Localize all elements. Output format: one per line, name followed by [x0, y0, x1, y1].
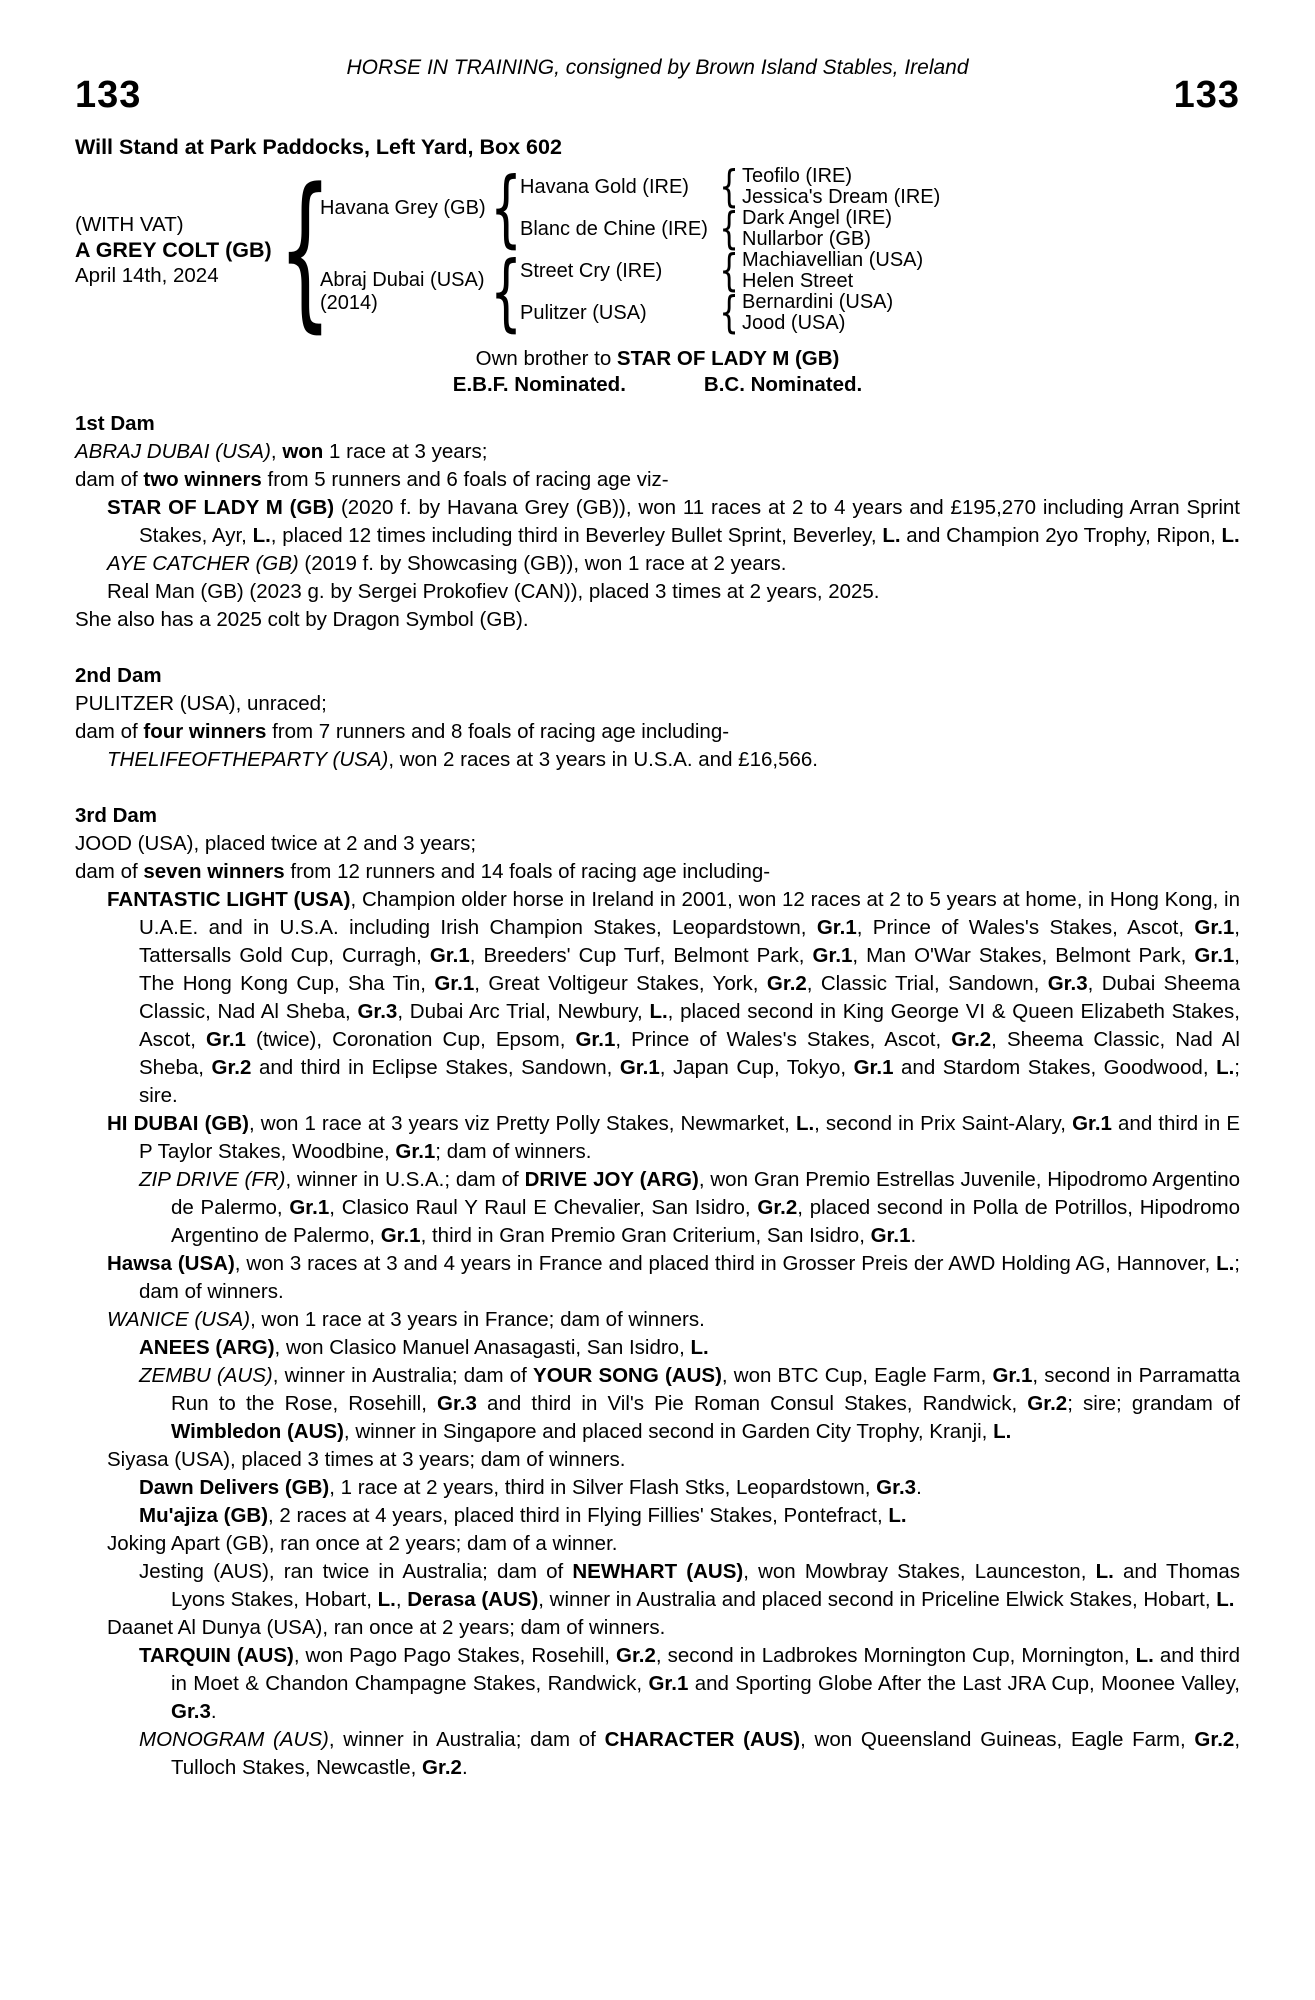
pedigree-paragraph: dam of two winners from 5 runners and 6 foals of racing age viz-: [75, 468, 669, 491]
great-grandparents: [742, 292, 893, 334]
pedigree-paragraph: Daanet Al Dunya (USA), ran once at 2 years; dam of winners.: [107, 1616, 666, 1639]
grandsire-group: [520, 245, 924, 296]
own-brother-line: [75, 346, 1240, 372]
sire-parents-column: [520, 161, 941, 254]
pedigree-paragraph: dam of four winners from 7 runners and 8 foals of racing age including-: [75, 720, 730, 743]
great-grandparent-name: Jessica's Dream (IRE): [742, 186, 941, 208]
grandparent-name: Pulitzer (USA): [520, 301, 647, 324]
pedigree-paragraph: Dawn Delivers (GB), 1 race at 2 years, third in Silver Flash Stks, Leopardstown, Gr.3.: [139, 1476, 922, 1499]
lot-info: [75, 212, 290, 288]
pedigree-paragraph: Mu'ajiza (GB), 2 races at 4 years, placed third in Flying Fillies' Stakes, Pontefract, L.: [139, 1504, 907, 1527]
dam-name-line2: (2014): [320, 292, 378, 314]
brace-icon: {: [489, 243, 523, 341]
own-brother-prefix: Own brother to: [475, 347, 617, 370]
consignor-line: HORSE IN TRAINING, consigned by Brown Island Stables, Ireland: [346, 56, 969, 79]
pedigree-paragraph: FANTASTIC LIGHT (USA), Champion older horse in Ireland in 2001, won 12 races at 2 to 5 years at home, in Hong Kong, in U.A.E. and in U.S.A. including Irish Champion Stakes, Leopardstown, Gr.1, Prince of Wales's Stakes, Ascot, Gr.1, Tattersalls Gold Cup, Curragh, Gr.1, Breeders' Cup Turf, Belmont Park, Gr.1, Man O'War Stakes, Belmont Park, Gr.1, The Hong Kong Cup, Sha Tin, Gr.1, Great Voltigeur Stakes, York, Gr.2, Classic Trial, Sandown, Gr.3, Dubai Sheema Classic, Nad Al Sheba, Gr.3, Dubai Arc Trial, Newbury, L., placed second in King George VI & Queen Elizabeth Stakes, Ascot, Gr.1 (twice), Coronation Cup, Epsom, Gr.1, Prince of Wales's Stakes, Ascot, Gr.2, Sheema Classic, Nad Al Sheba, Gr.2 and third in Eclipse Stakes, Sandown, Gr.1, Japan Cup, Tokyo, Gr.1 and Stardom Stakes, Goodwood, L.; sire.: [107, 888, 1240, 1107]
horse-name: A GREY COLT (GB): [75, 238, 272, 262]
bc-nominated: B.C. Nominated.: [703, 373, 863, 396]
brace-icon: {: [719, 245, 739, 296]
dam-heading: 3rd Dam: [75, 804, 158, 827]
own-brother-name: STAR OF LADY M (GB): [616, 347, 840, 370]
dam-parents-column: [520, 245, 924, 338]
granddam-group: [520, 287, 923, 338]
pedigree-paragraph: Siyasa (USA), placed 3 times at 3 years; dam of winners.: [107, 1448, 626, 1471]
pedigree-paragraph: TARQUIN (AUS), won Pago Pago Stakes, Rosehill, Gr.2, second in Ladbrokes Mornington Cup, Mornington, L. and third in Moet & Chandon Champagne Stakes, Randwick, Gr.1 and Sporting Globe After the Last JRA Cup, Moonee Valley, Gr.3.: [139, 1644, 1241, 1723]
pedigree-paragraph: MONOGRAM (AUS), winner in Australia; dam of CHARACTER (AUS), won Queensland Guineas, Eagle Farm, Gr.2, Tulloch Stakes, Newcastle, Gr.2.: [139, 1728, 1241, 1779]
stand-location-line: Will Stand at Park Paddocks, Left Yard, Box 602: [75, 135, 562, 159]
great-grandparent-name: Bernardini (USA): [742, 291, 894, 313]
sire-cell: [320, 197, 492, 220]
generation-1-column: [320, 159, 941, 341]
lot-number-row: [75, 74, 1240, 126]
great-grandparents: [742, 166, 940, 208]
brace-icon: {: [719, 161, 739, 212]
pedigree-paragraph: dam of seven winners from 12 runners and 14 foals of racing age including-: [75, 860, 771, 883]
great-grandparents: [742, 208, 892, 250]
great-grandparent-name: Helen Street: [742, 270, 854, 292]
nomination-line: [75, 372, 1240, 398]
dam-group: [320, 243, 940, 341]
great-grandparent-name: Teofilo (IRE): [742, 165, 853, 187]
pedigree-paragraph: AYE CATCHER (GB) (2019 f. by Showcasing (GB)), won 1 race at 2 years.: [107, 552, 787, 575]
pedigree-paragraph: ABRAJ DUBAI (USA), won 1 race at 3 years;: [75, 440, 488, 463]
dam-cell: [320, 269, 492, 315]
dam-section: [75, 410, 1240, 634]
dam-name: Abraj Dubai (USA): [320, 269, 485, 291]
vat-note: (WITH VAT): [75, 213, 184, 236]
pedigree-paragraph: PULITZER (USA), unraced;: [75, 692, 327, 715]
dam-section: [75, 662, 1240, 774]
great-grandparents: [742, 250, 923, 292]
ebf-nominated: E.B.F. Nominated.: [452, 373, 626, 396]
brace-icon: {: [278, 152, 332, 348]
grandparent-name: Street Cry (IRE): [520, 259, 663, 282]
pedigree-paragraph: WANICE (USA), won 1 race at 3 years in France; dam of winners.: [107, 1308, 705, 1331]
great-grandparent-name: Dark Angel (IRE): [742, 207, 893, 229]
pedigree-paragraph: ZIP DRIVE (FR), winner in U.S.A.; dam of DRIVE JOY (ARG), won Gran Premio Estrellas Juvenile, Hipodromo Argentino de Palermo, Gr.1, Clasico Raul Y Raul E Chevalier, San Isidro, Gr.2, placed second in Polla de Potrillos, Hipodromo Argentino de Palermo, Gr.1, third in Gran Premio Gran Criterium, San Isidro, Gr.1.: [139, 1168, 1241, 1247]
page-header: [75, 56, 1240, 160]
great-grandparent-name: Nullarbor (GB): [742, 228, 871, 250]
dam-heading: 2nd Dam: [75, 664, 162, 687]
pedigree-paragraph: JOOD (USA), placed twice at 2 and 3 years;: [75, 832, 477, 855]
grandsire-group: [520, 161, 941, 212]
pedigree-paragraph: ANEES (ARG), won Clasico Manuel Anasagasti, San Isidro, L.: [139, 1336, 709, 1359]
lot-number-right: 133: [1173, 74, 1240, 116]
pedigree-paragraph: THELIFEOFTHEPARTY (USA), won 2 races at 3 years in U.S.A. and £16,566.: [107, 748, 818, 771]
catalogue-text: [75, 410, 1240, 1782]
granddam-group: [520, 203, 940, 254]
pedigree-paragraph: Jesting (AUS), ran twice in Australia; dam of NEWHART (AUS), won Mowbray Stakes, Launceston, L. and Thomas Lyons Stakes, Hobart, L., Derasa (AUS), winner in Australia and placed second in Priceline Elwick Stakes, Hobart, L.: [139, 1560, 1240, 1611]
dam-heading: 1st Dam: [75, 412, 155, 435]
pedigree-chart: [75, 152, 1240, 348]
brace-icon: {: [489, 159, 523, 257]
sire-name: Havana Grey (GB): [320, 196, 486, 219]
pedigree-paragraph: Real Man (GB) (2023 g. by Sergei Prokofiev (CAN)), placed 3 times at 2 years, 2025.: [107, 580, 880, 603]
pedigree-paragraph: ZEMBU (AUS), winner in Australia; dam of YOUR SONG (AUS), won BTC Cup, Eagle Farm, Gr.1, second in Parramatta Run to the Rose, Rosehill, Gr.3 and third in Vil's Pie Roman Consul Stakes, Randwick, Gr.2; sire; grandam of Wimbledon (AUS), winner in Singapore and placed second in Garden City Trophy, Kranji, L.: [139, 1364, 1241, 1443]
pedigree-paragraph: HI DUBAI (GB), won 1 race at 3 years viz Pretty Polly Stakes, Newmarket, L., second in Prix Saint-Alary, Gr.1 and third in E P Taylor Stakes, Woodbine, Gr.1; dam of winners.: [107, 1112, 1240, 1163]
dam-section: [75, 802, 1240, 1782]
grandparent-name: Havana Gold (IRE): [520, 175, 689, 198]
pedigree-paragraph: Joking Apart (GB), ran once at 2 years; dam of a winner.: [107, 1532, 618, 1555]
brace-icon: {: [719, 287, 739, 338]
grandparent-name: Blanc de Chine (IRE): [520, 217, 708, 240]
pedigree-paragraph: STAR OF LADY M (GB) (2020 f. by Havana Grey (GB)), won 11 races at 2 to 4 years and £195,270 including Arran Sprint Stakes, Ayr, L., placed 12 times including third in Beverley Bullet Sprint, Beverley, L. and Champion 2yo Trophy, Ripon, L.: [107, 496, 1240, 547]
foal-date: April 14th, 2024: [75, 264, 219, 287]
pedigree-paragraph: Hawsa (USA), won 3 races at 3 and 4 years in France and placed third in Grosser Preis der AWD Holding AG, Hannover, L.; dam of winners.: [107, 1252, 1240, 1303]
lot-number-left: 133: [75, 74, 142, 116]
great-grandparent-name: Machiavellian (USA): [742, 249, 924, 271]
pedigree-paragraph: She also has a 2025 colt by Dragon Symbol (GB).: [75, 608, 529, 631]
sire-group: [320, 159, 941, 257]
brace-icon: {: [719, 203, 739, 254]
great-grandparent-name: Jood (USA): [742, 312, 846, 334]
